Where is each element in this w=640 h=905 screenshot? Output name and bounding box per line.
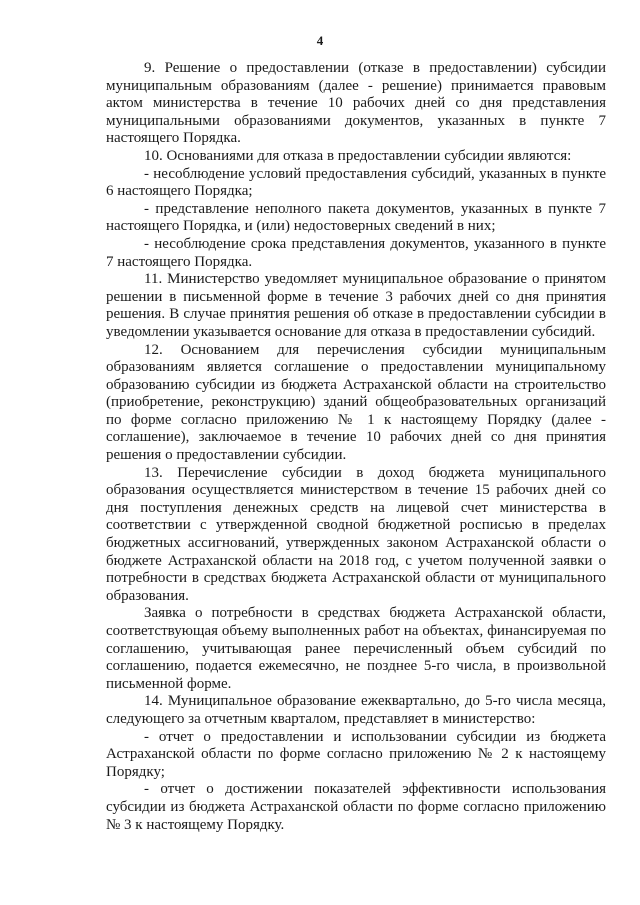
paragraph-13-application: Заявка о потребности в средствах бюджета Астраханской области, соответствующая объему выполненных работ на объектах, финансируемая по соглашению, учитывающая ранее перечисленный объем субсидий по соглашению, подается ежемесячно, не позднее 5-го числа, в произвольной письменной форме. [106,605,606,692]
paragraph-10-item-2: - представление неполного пакета документов, указанных в пункте 7 настоящего Порядка, и (или) недостоверных сведений в них; [106,200,606,235]
paragraph-9: 9. Решение о предоставлении (отказе в предоставлении) субсидии муниципальным образованиям (далее - решение) принимается правовым актом министерства в течение 10 рабочих дней со дня представления муниципальными образованиями документов, указанных в пункте 7 настоящего Порядка. [106,60,606,147]
paragraph-14-item-2: - отчет о достижении показателей эффективности использования субсидии из бюджета Астраханской области по форме согласно приложению № 3 к настоящему Порядку. [106,781,606,833]
paragraph-10-item-3: - несоблюдение срока представления документов, указанного в пункте 7 настоящего Порядка. [106,235,606,270]
paragraph-10: 10. Основаниями для отказа в предоставлении субсидии являются: [144,147,572,164]
paragraph-13: 13. Перечисление субсидии в доход бюджета муниципального образования осуществляется министерством в течение 15 рабочих дней со дня поступления денежных средств на лицевой счет министерства в соответствии с утвержденной сводной бюджетной росписью в пределах бюджетных ассигнований, утвержденных законом Астраханской области о бюджете Астраханской области на 2018 год, с учетом полученной заявки о потребности в средствах бюджета Астраханской области от муниципального образования. [106,464,606,604]
paragraph-14: 14. Муниципальное образование ежеквартально, до 5-го числа месяца, следующего за отчетным кварталом, представляет в министерство: [106,693,606,727]
document-body [106,60,606,834]
paragraph-11: 11. Министерство уведомляет муниципальное образование о принятом решении в письменной форме в течение 3 рабочих дней со дня принятия решения. В случае принятия решения об отказе в предоставлении субсидии в уведомлении указывается основание для отказа в предоставлении субсидий. [106,271,606,340]
paragraph-14-item-1: - отчет о предоставлении и использовании субсидии из бюджета Астраханской области по форме согласно приложению № 2 к настоящему Порядку; [106,728,606,780]
page-number: 4 [316,33,324,48]
paragraph-10-item-1: - несоблюдение условий предоставления субсидий, указанных в пункте 6 настоящего Порядка; [106,165,606,200]
paragraph-12: 12. Основанием для перечисления субсидии муниципальным образованиям является соглашение о предоставлении муниципальному образованию субсидии из бюджета Астраханской области на строительство (приобретение, реконструкцию) зданий общеобразовательных организаций по форме согласно приложению № 1 к настоящему Порядку (далее - соглашение), заключаемое в течение 10 рабочих дней со дня принятия решения о предоставлении субсидии. [106,341,606,464]
